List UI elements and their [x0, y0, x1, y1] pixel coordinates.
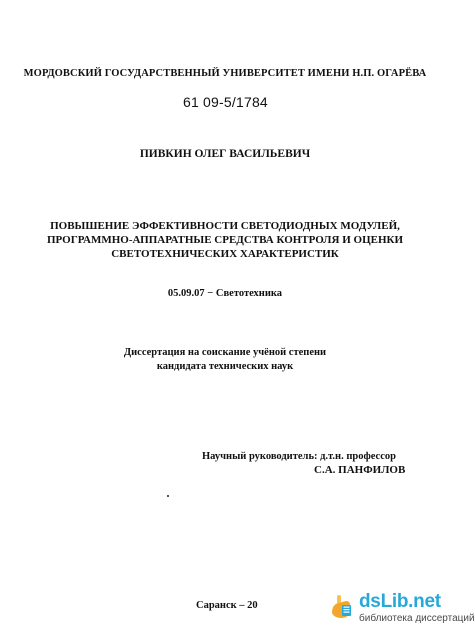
degree-line-2: кандидата технических наук [156, 360, 294, 372]
advisor-label: Научный руководитель: д.т.н. профессор [202, 451, 396, 462]
scan-speck [167, 495, 169, 497]
watermark-brand: dsLib.net [359, 591, 441, 612]
university-name: МОРДОВСКИЙ ГОСУДАРСТВЕННЫЙ УНИВЕРСИТЕТ ИМЕНИ Н.П. ОГАРЁВА [23, 68, 427, 79]
title-line-3: СВЕТОТЕХНИЧЕСКИХ ХАРАКТЕРИСТИК [111, 248, 339, 260]
registry-number: 61 09-5/1784 [183, 94, 268, 110]
watermark-subtitle: библиотека диссертаций [359, 613, 475, 624]
title-line-1: ПОВЫШЕНИЕ ЭФФЕКТИВНОСТИ СВЕТОДИОДНЫХ МОДУЛЕЙ, [50, 220, 400, 232]
hand-book-icon [328, 593, 356, 621]
dissertation-title [0, 219, 450, 261]
advisor-name: С.А. ПАНФИЛОВ [314, 464, 406, 476]
dslib-watermark[interactable] [328, 591, 475, 631]
degree-statement [0, 346, 450, 373]
author-name: ПИВКИН ОЛЕГ ВАСИЛЬЕВИЧ [139, 148, 311, 160]
specialty-code: 05.09.07 − Светотехника [167, 288, 283, 299]
title-line-2: ПРОГРАММНО-АППАРАТНЫЕ СРЕДСТВА КОНТРОЛЯ И ОЦЕНКИ [46, 234, 404, 246]
degree-line-1: Диссертация на соискание учёной степени [123, 347, 327, 358]
place-year: Саранск – 20 [196, 600, 258, 611]
